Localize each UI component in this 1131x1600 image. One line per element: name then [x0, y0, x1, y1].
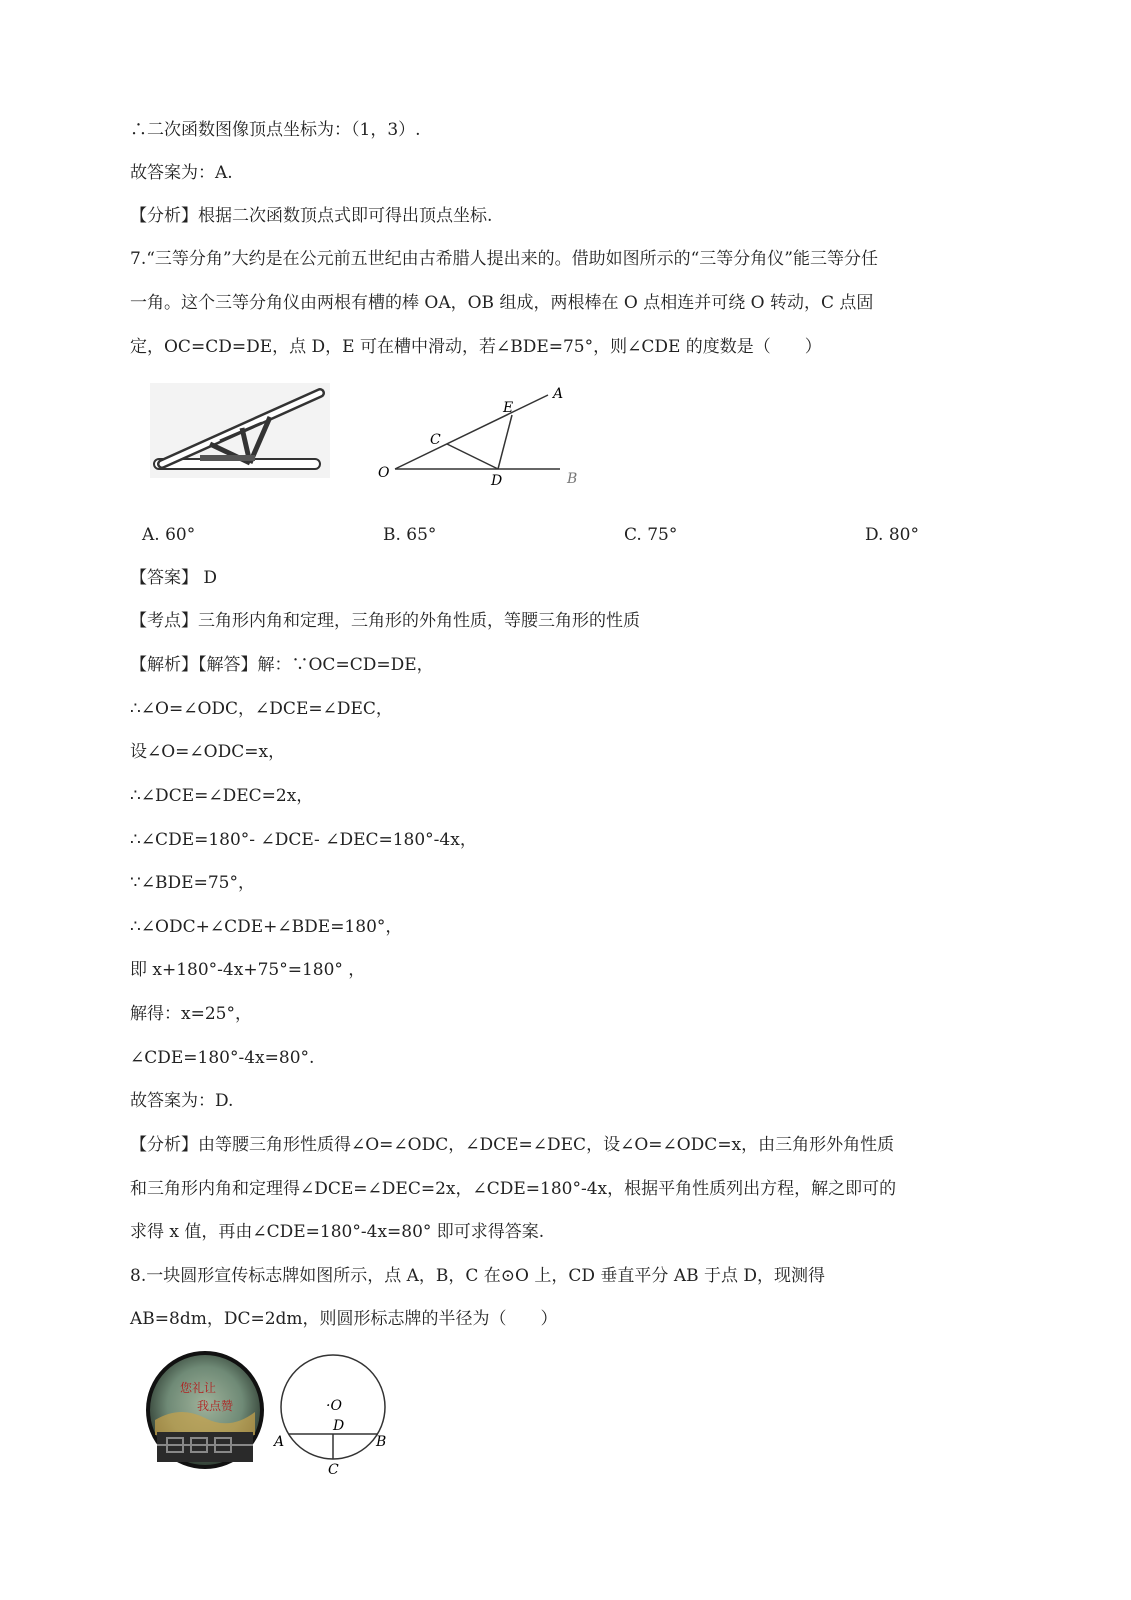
analysis-line-2: 和三角形内角和定理得∠DCE=∠DEC=2x，∠CDE=180°-4x，根据平角性质列出方程，解之即可的 [130, 1179, 897, 1199]
label-o: O [378, 465, 390, 481]
trisector-diagram [370, 383, 590, 488]
question-7-line-2: 一角。这个三等分角仪由两根有槽的棒 OA，OB 组成，两根棒在 O 点相连并可绕 O 转动，C 点固 [130, 293, 874, 313]
label-center-o: ·O [326, 1398, 342, 1414]
label-e: E [503, 400, 514, 416]
analysis-line-3: 求得 x 值，再由∠CDE=180°-4x=80° 即可求得答案. [130, 1222, 545, 1242]
sign-text-1: 您礼让 [180, 1381, 217, 1395]
question-8-line-2: AB=8dm，DC=2dm，则圆形标志牌的半径为（ ） [130, 1309, 558, 1329]
text-line-2: 故答案为：A. [130, 163, 233, 183]
solution-line-8: 即 x+180°-4x+75°=180° ， [130, 960, 366, 980]
trisector-photo [150, 383, 330, 478]
option-a: A. 60° [142, 525, 196, 545]
solution-line-7: ∴∠ODC+∠CDE+∠BDE=180°， [130, 917, 403, 937]
solution-line-5: ∴∠CDE=180°- ∠DCE- ∠DEC=180°-4x， [130, 830, 477, 850]
sign-text-2: 我点赞 [197, 1399, 234, 1413]
label-circle-b: B [376, 1434, 387, 1450]
option-b: B. 65° [383, 525, 437, 545]
option-d: D. 80° [865, 525, 919, 545]
round-sign-photo [145, 1350, 265, 1470]
answer: 【答案】 D [130, 568, 218, 588]
label-circle-a: A [274, 1434, 285, 1450]
text-line-1: ∴二次函数图像顶点坐标为：（1，3）. [130, 120, 421, 140]
solution-line-2: ∴∠O=∠ODC，∠DCE=∠DEC， [130, 699, 393, 719]
circle-diagram [268, 1352, 398, 1477]
label-circle-d: D [333, 1418, 345, 1434]
solution-line-10: ∠CDE=180°-4x=80°. [130, 1048, 315, 1068]
solution-line-3: 设∠O=∠ODC=x， [130, 742, 286, 762]
text-line-3: 【分析】根据二次函数顶点式即可得出顶点坐标. [130, 206, 493, 226]
option-c: C. 75° [624, 525, 678, 545]
question-7-line-3: 定，OC=CD=DE，点 D，E 可在槽中滑动，若∠BDE=75°，则∠CDE 的度数是（ ） [130, 337, 822, 357]
solution-line-1: 【解析】【解答】解：∵OC=CD=DE， [130, 655, 434, 675]
question-8-line-1: 8.一块圆形宣传标志牌如图所示，点 A，B，C 在⊙O 上，CD 垂直平分 AB 于点 D，现测得 [130, 1266, 826, 1286]
solution-line-6: ∵∠BDE=75°， [130, 873, 255, 893]
label-circle-c: C [328, 1462, 339, 1477]
label-b: B [567, 471, 578, 487]
solution-line-4: ∴∠DCE=∠DEC=2x， [130, 786, 314, 806]
label-c: C [430, 432, 441, 448]
solution-line-11: 故答案为：D. [130, 1091, 234, 1111]
label-a: A [553, 386, 564, 402]
label-d: D [491, 473, 503, 488]
analysis-line-1: 【分析】由等腰三角形性质得∠O=∠ODC，∠DCE=∠DEC，设∠O=∠ODC=x，由三角形外角性质 [130, 1135, 895, 1155]
question-7-line-1: 7.“三等分角”大约是在公元前五世纪由古希腊人提出来的。借助如图所示的“三等分角仪”能三等分任 [130, 249, 878, 269]
knowledge-points: 【考点】三角形内角和定理，三角形的外角性质，等腰三角形的性质 [130, 611, 640, 631]
solution-line-9: 解得：x=25°， [130, 1004, 252, 1024]
